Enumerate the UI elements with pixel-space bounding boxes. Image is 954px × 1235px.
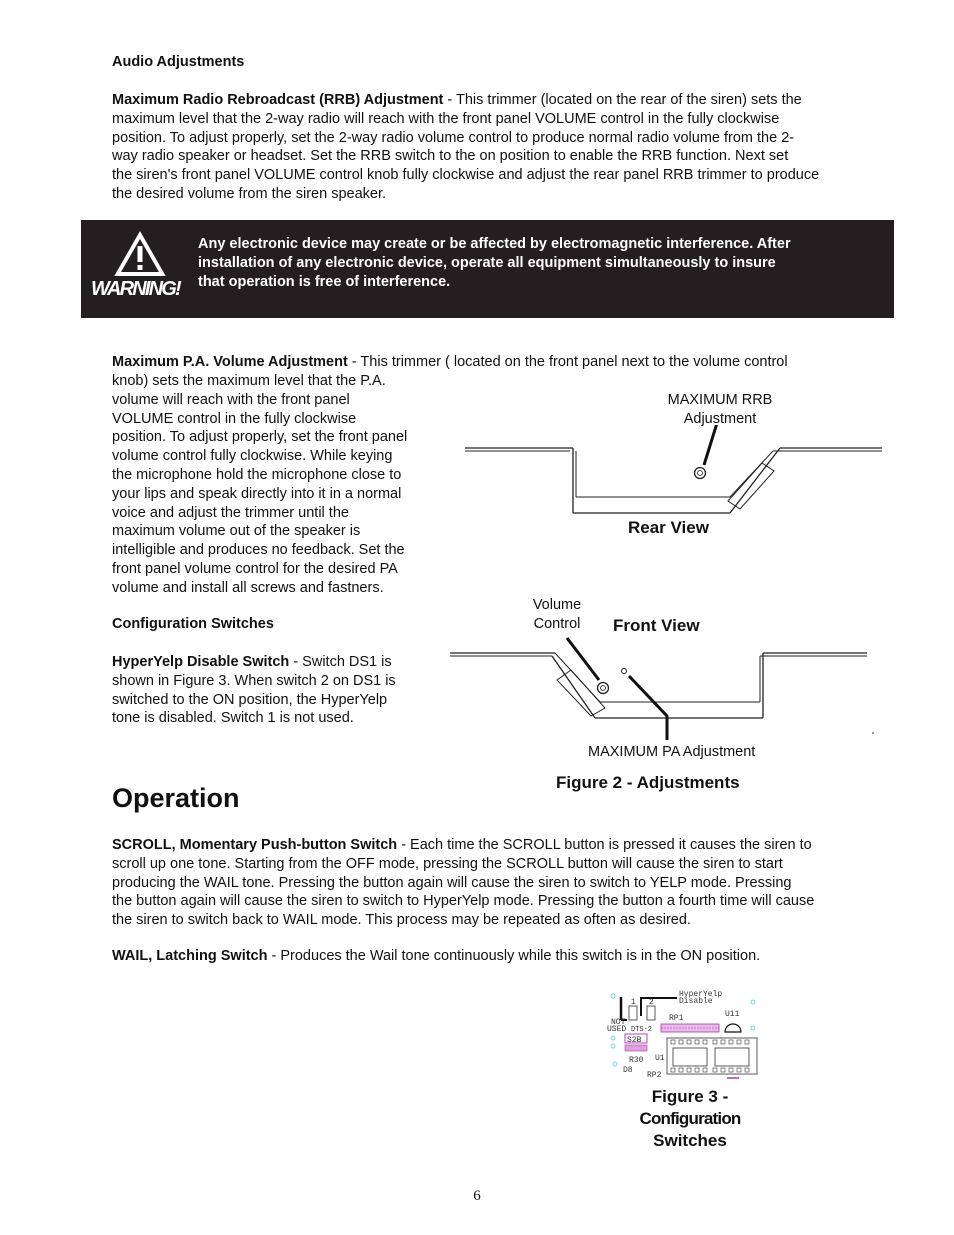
warning-line: Any electronic device may create or be affected by electromagnetic interference. After <box>198 236 791 252</box>
pa-line: - This trimmer ( located on the front panel next to the volume control <box>347 354 788 370</box>
scroll-line: producing the WAIL tone. Pressing the button again will cause the siren to switch to YELP mode. Pressing <box>112 874 792 891</box>
warning-label: WARNING! <box>91 278 180 300</box>
config-switch-pcb-diagram <box>603 984 763 1080</box>
hyperyelp-title: HyperYelp Disable Switch <box>112 654 290 670</box>
rear-view-diagram <box>460 425 890 525</box>
figure3-caption-line: Configuration <box>639 1109 741 1128</box>
hyperyelp-line: switched to the ON position, the HyperYelp <box>112 691 388 708</box>
pcb-label-rp2: RP2 <box>647 1071 662 1080</box>
front-view-diagram <box>445 630 885 745</box>
pcb-label-not: NOT <box>611 1018 626 1027</box>
pa-line: VOLUME control in the fully clockwise <box>112 410 357 427</box>
pcb-label-rp1: RP1 <box>669 1014 684 1023</box>
rrb-callout-label <box>640 391 800 429</box>
pa-paragraph <box>112 372 442 598</box>
figure3-caption-line: Switches <box>653 1131 727 1150</box>
rrb-line: way radio speaker or headset. Set the RRB switch to the on position to enable the RRB function. Next set <box>112 148 789 165</box>
figure2-caption: Figure 2 - Adjustments <box>556 773 740 792</box>
hyperyelp-line: - Switch DS1 is <box>289 654 392 670</box>
pa-line: volume and install all screws and fastners. <box>112 579 384 596</box>
scroll-line: scroll up one tone. Starting from the OFF mode, pressing the SCROLL button will cause the siren to start <box>112 855 783 872</box>
page-number: 6 <box>473 1188 481 1204</box>
wail-title: WAIL, Latching Switch <box>112 948 268 964</box>
config-heading: Configuration Switches <box>112 616 274 632</box>
pa-line: volume will reach with the front panel <box>112 391 350 408</box>
pcb-label-u11: U11 <box>725 1010 740 1019</box>
pa-callout-label: MAXIMUM PA Adjustment <box>588 744 756 760</box>
pa-line: position. To adjust properly, set the front panel <box>112 429 408 446</box>
hyperyelp-line: tone is disabled. Switch 1 is not used. <box>112 710 354 727</box>
pa-line: front panel volume control for the desired PA <box>112 560 398 577</box>
scroll-line: the siren to switch back to WAIL mode. This process may be repeated as often as desired. <box>112 912 691 929</box>
rrb-line: the desired volume from the siren speaker. <box>112 185 387 202</box>
pcb-label-disable: Disable <box>679 997 713 1006</box>
pa-first-line <box>112 353 852 372</box>
audio-heading: Audio Adjustments <box>112 54 245 70</box>
warning-triangle-icon <box>113 230 167 278</box>
scroll-title: SCROLL, Momentary Push-button Switch <box>112 837 398 853</box>
pcb-label-used: USED <box>607 1025 627 1034</box>
rrb-line: maximum level that the 2-way radio will reach with the front panel VOLUME control in the fully clockwise <box>112 110 780 127</box>
front-view-label: Front View <box>613 616 700 635</box>
pcb-label-sw2: 2 <box>649 998 654 1007</box>
volume-callout-line: Volume <box>532 597 582 613</box>
rrb-callout-line: Adjustment <box>683 410 757 427</box>
pa-line: maximum volume out of the speaker is <box>112 523 361 540</box>
rrb-line: position. To adjust properly, set the 2-way radio volume control to produce normal radio volume from the 2- <box>112 129 795 146</box>
hyperyelp-line: shown in Figure 3. When switch 2 on DS1 is <box>112 672 396 689</box>
wail-text: - Produces the Wail tone continuously while this switch is in the ON position. <box>267 948 761 964</box>
pcb-label-sw1: 1 <box>631 998 636 1007</box>
pa-line: intelligible and produces no feedback. Set the <box>112 542 405 559</box>
rrb-paragraph <box>112 91 882 204</box>
figure3-caption <box>620 1086 760 1152</box>
pa-line: volume control fully clockwise. While keying <box>112 448 393 465</box>
pa-line: your lips and speak directly into it in a normal <box>112 485 402 502</box>
warning-box <box>81 220 894 318</box>
rrb-callout-line: MAXIMUM RRB <box>667 392 773 408</box>
pa-line: voice and adjust the trimmer until the <box>112 504 349 521</box>
pcb-label-r30: R30 <box>629 1056 644 1065</box>
warning-line: that operation is free of interference. <box>198 273 451 290</box>
hyperyelp-paragraph <box>112 653 442 728</box>
scroll-line: the button again will cause the siren to switch to HyperYelp mode. Pressing the button a fourth time will cause <box>112 893 815 910</box>
scroll-paragraph <box>112 836 882 930</box>
pcb-label-d8: D8 <box>623 1066 633 1075</box>
volume-callout-line: Control <box>533 615 581 632</box>
pa-line: the microphone hold the microphone close to <box>112 466 402 483</box>
operation-heading: Operation <box>112 783 240 813</box>
rear-view-label: Rear View <box>628 518 709 537</box>
rrb-title: Maximum Radio Rebroadcast (RRB) Adjustment <box>112 92 444 108</box>
warning-line: installation of any electronic device, operate all equipment simultaneously to insure <box>198 254 776 271</box>
pa-line: knob) sets the maximum level that the P.A. <box>112 373 386 389</box>
pcb-label-u1: U1 <box>655 1054 665 1063</box>
scroll-line: - Each time the SCROLL button is pressed it causes the siren to <box>397 837 812 853</box>
pa-title: Maximum P.A. Volume Adjustment <box>112 354 348 370</box>
volume-callout-label <box>524 596 590 634</box>
rrb-line: - This trimmer (located on the rear of the siren) sets the <box>443 92 802 108</box>
pcb-label-ds1: DTS-2 <box>631 1026 653 1034</box>
pcb-label-s2b: S2B <box>627 1036 642 1045</box>
pcb-label-hyperyelp: HyperYelp <box>679 990 723 999</box>
wail-paragraph <box>112 947 882 966</box>
figure3-caption-line: Figure 3 - <box>651 1087 729 1106</box>
rrb-line: the siren's front panel VOLUME control knob fully clockwise and adjust the rear panel RRB trimmer to produce <box>112 167 820 184</box>
warning-text <box>198 235 858 291</box>
